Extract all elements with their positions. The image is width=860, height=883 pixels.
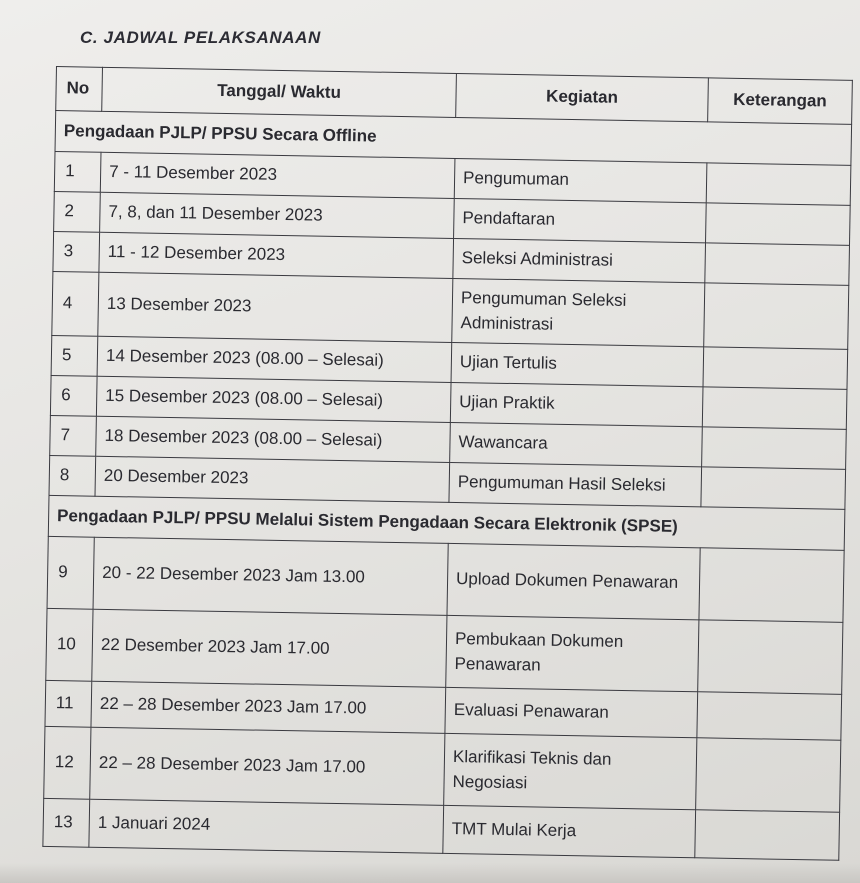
row-activity: TMT Mulai Kerja xyxy=(443,805,696,857)
row-note xyxy=(706,163,851,206)
section-offline-title: Pengadaan PJLP/ PPSU Secara Offline xyxy=(55,111,852,166)
row-note xyxy=(705,243,850,286)
row-no: 7 xyxy=(50,415,97,456)
header-note: Keterangan xyxy=(708,78,853,125)
row-activity: Klarifikasi Teknis dan Negosiasi xyxy=(444,733,697,809)
row-activity: Wawancara xyxy=(450,422,703,466)
table-row xyxy=(44,726,841,812)
row-no: 6 xyxy=(50,375,97,416)
row-no: 4 xyxy=(52,271,99,336)
row-date: 13 Desember 2023 xyxy=(98,272,453,342)
row-note xyxy=(697,692,842,741)
row-no: 5 xyxy=(51,335,98,376)
row-note xyxy=(706,203,851,246)
table-row xyxy=(46,608,843,694)
section-heading: C. JADWAL PELAKSANAAN xyxy=(80,28,321,47)
row-activity: Seleksi Administrasi xyxy=(453,238,706,282)
row-activity: Pendaftaran xyxy=(454,198,707,242)
row-date: 22 – 28 Desember 2023 Jam 17.00 xyxy=(91,681,446,733)
row-note xyxy=(699,548,844,623)
row-note xyxy=(696,738,841,813)
row-note xyxy=(702,427,847,470)
row-date: 20 - 22 Desember 2023 Jam 13.00 xyxy=(93,537,448,615)
page-bottom-shadow xyxy=(0,863,860,883)
row-date: 7, 8, dan 11 Desember 2023 xyxy=(100,192,455,238)
schedule-table-wrapper xyxy=(42,66,852,861)
row-no: 3 xyxy=(53,231,100,272)
row-note xyxy=(703,347,848,390)
row-no: 11 xyxy=(45,680,92,727)
section-spse-title: Pengadaan PJLP/ PPSU Melalui Sistem Pengadaan Secara Elektronik (SPSE) xyxy=(48,495,845,550)
row-activity: Pembukaan Dokumen Penawaran xyxy=(446,615,699,691)
row-no: 1 xyxy=(54,151,101,192)
row-date: 22 Desember 2023 Jam 17.00 xyxy=(92,609,447,687)
row-date: 15 Desember 2023 (08.00 – Selesai) xyxy=(96,376,451,422)
row-no: 9 xyxy=(47,536,94,609)
row-activity: Ujian Praktik xyxy=(450,382,703,426)
row-note xyxy=(704,283,849,350)
row-date: 7 - 11 Desember 2023 xyxy=(100,152,455,198)
row-date: 20 Desember 2023 xyxy=(95,456,450,502)
header-no: No xyxy=(56,67,103,112)
row-note xyxy=(702,387,847,430)
table-row xyxy=(47,536,844,622)
row-date: 22 – 28 Desember 2023 Jam 17.00 xyxy=(90,727,445,805)
row-date: 18 Desember 2023 (08.00 – Selesai) xyxy=(96,416,451,462)
row-no: 8 xyxy=(49,455,96,496)
row-no: 13 xyxy=(43,798,90,847)
header-activity: Kegiatan xyxy=(456,73,709,121)
row-note xyxy=(701,467,846,510)
row-activity: Pengumuman Seleksi Administrasi xyxy=(452,278,705,346)
header-date: Tanggal/ Waktu xyxy=(102,67,457,117)
row-no: 10 xyxy=(46,608,93,681)
row-date: 1 Januari 2024 xyxy=(89,799,444,853)
row-note xyxy=(695,810,840,861)
row-activity: Pengumuman xyxy=(454,158,707,202)
row-activity: Upload Dokumen Penawaran xyxy=(447,543,700,619)
row-no: 2 xyxy=(54,191,101,232)
schedule-table xyxy=(42,66,853,861)
row-activity: Evaluasi Penawaran xyxy=(445,687,698,737)
row-note xyxy=(698,620,843,695)
row-activity: Pengumuman Hasil Seleksi xyxy=(449,462,702,506)
row-activity: Ujian Tertulis xyxy=(451,342,704,386)
row-no: 12 xyxy=(44,726,91,799)
row-date: 11 - 12 Desember 2023 xyxy=(99,232,454,278)
row-date: 14 Desember 2023 (08.00 – Selesai) xyxy=(97,336,452,382)
